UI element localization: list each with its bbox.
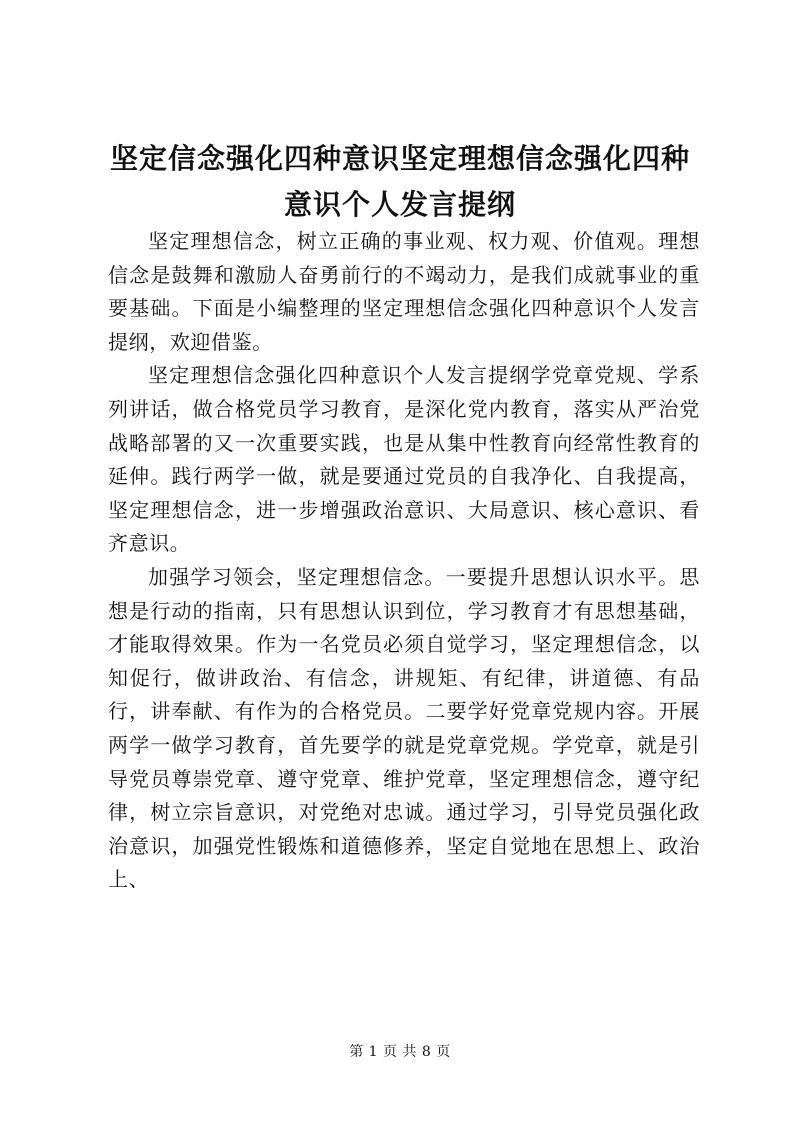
paragraph-two-study-one-do: 坚定理想信念强化四种意识个人发言提纲学党章党规、学系列讲话，做合格党员学习教育，是深化党内教育，落实从严治党战略部署的又一次重要实践，也是从集中性教育向经常性教育的延伸。践行两学一做，就是要通过党员的自我净化、自我提高，坚定理想信念，进一步增强政治意识、大局意识、核心意识、看齐意识。 [108,363,700,556]
document-title [96,136,704,228]
title-line-2: 意识个人发言提纲 [283,188,516,221]
page-footer [0,1042,800,1062]
document-body [108,225,700,897]
paragraph-intro: 坚定理想信念，树立正确的事业观、权力观、价值观。理想信念是鼓舞和激励人奋勇前行的不竭动力，是我们成就事业的重要基础。下面是小编整理的坚定理想信念强化四种意识个人发言提纲，欢迎借鉴。 [108,229,700,354]
page-number: 第 1 页 共 8 页 [349,1044,451,1060]
paragraph-strengthen-study: 加强学习领会，坚定理想信念。一要提升思想认识水平。思想是行动的指南，只有思想认识到位，学习教育才有思想基础，才能取得效果。作为一名党员必须自觉学习，坚定理想信念，以知促行，做讲政治、有信念，讲规矩、有纪律，讲道德、有品行，讲奉献、有作为的合格党员。二要学好党章党规内容。开展两学一做学习教育，首先要学的就是党章党规。学党章，就是引导党员尊崇党章、遵守党章、维护党章，坚定理想信念，遵守纪律，树立宗旨意识，对党绝对忠诚。通过学习，引导党员强化政治意识，加强党性锻炼和道德修养，坚定自觉地在思想上、政治上、 [108,564,700,892]
title-line-1: 坚定信念强化四种意识坚定理想信念强化四种 [109,142,690,175]
